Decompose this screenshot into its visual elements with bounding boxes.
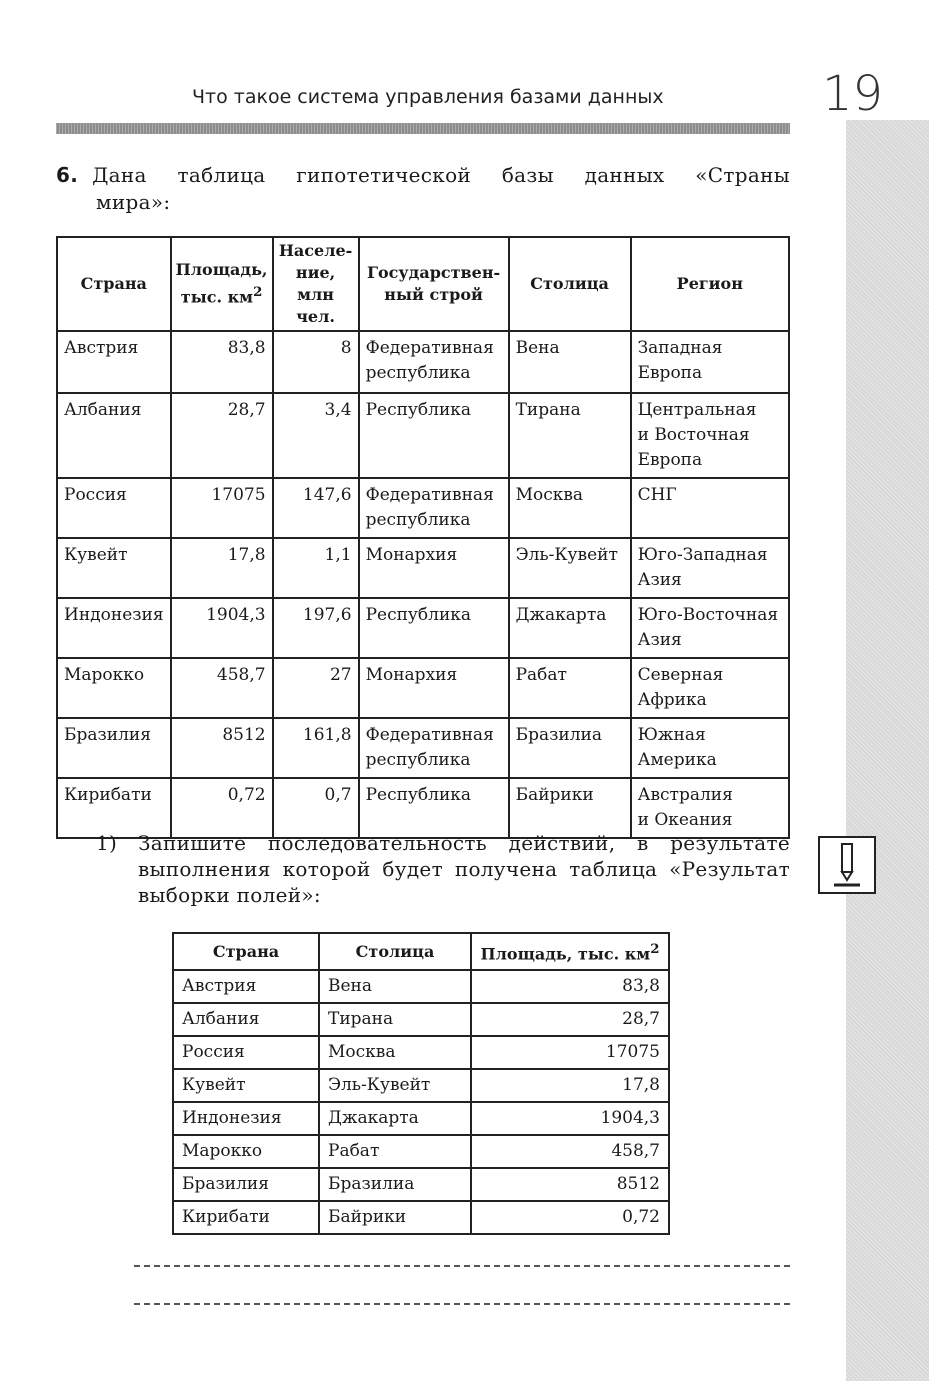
cell-area: 0,72 <box>171 778 273 838</box>
cell-capital: Бразилиа <box>509 718 631 778</box>
result-header-row <box>173 933 669 970</box>
cell-country: Кирибати <box>57 778 171 838</box>
result-cell-area: 1904,3 <box>471 1102 669 1135</box>
result-cell-country: Россия <box>173 1036 319 1069</box>
result-row <box>173 970 669 1003</box>
task-word: данных <box>584 163 665 187</box>
cell-capital: Вена <box>509 331 631 393</box>
cell-capital: Москва <box>509 478 631 538</box>
result-cell-area: 458,7 <box>471 1135 669 1168</box>
cell-region: Южная Америка <box>631 718 789 778</box>
task-word: Дана <box>92 163 147 187</box>
cell-government: Федеративная республика <box>359 331 509 393</box>
table-header-row <box>57 237 789 331</box>
cell-country: Индонезия <box>57 598 171 658</box>
cell-government: Республика <box>359 778 509 838</box>
cell-population: 1,1 <box>273 538 359 598</box>
cell-country: Марокко <box>57 658 171 718</box>
table-row <box>57 658 789 718</box>
result-row <box>173 1201 669 1234</box>
result-cell-capital: Тирана <box>319 1003 471 1036</box>
result-cell-country: Марокко <box>173 1135 319 1168</box>
result-table <box>172 932 670 1235</box>
header-government: Государствен- ный строй <box>359 237 509 331</box>
task-statement <box>56 162 790 216</box>
cell-government: Республика <box>359 598 509 658</box>
cell-area: 1904,3 <box>171 598 273 658</box>
running-header: Что такое система управления базами данных <box>192 86 664 108</box>
result-row <box>173 1036 669 1069</box>
cell-population: 3,4 <box>273 393 359 478</box>
table-row <box>57 331 789 393</box>
cell-population: 197,6 <box>273 598 359 658</box>
header-rule <box>56 123 790 134</box>
result-cell-country: Кирибати <box>173 1201 319 1234</box>
header-region: Регион <box>631 237 789 331</box>
table-row <box>57 718 789 778</box>
result-cell-area: 17075 <box>471 1036 669 1069</box>
result-cell-area: 17,8 <box>471 1069 669 1102</box>
cell-area: 17075 <box>171 478 273 538</box>
cell-region: Северная Африка <box>631 658 789 718</box>
cell-region: Западная Европа <box>631 331 789 393</box>
cell-government: Монархия <box>359 658 509 718</box>
result-row <box>173 1069 669 1102</box>
cell-region: СНГ <box>631 478 789 538</box>
cell-population: 27 <box>273 658 359 718</box>
cell-country: Австрия <box>57 331 171 393</box>
table-row <box>57 393 789 478</box>
result-cell-area: 28,7 <box>471 1003 669 1036</box>
cell-country: Бразилия <box>57 718 171 778</box>
cell-capital: Джакарта <box>509 598 631 658</box>
page-edge-strip <box>846 120 929 1381</box>
task-word: гипотетической <box>296 163 472 187</box>
cell-area: 83,8 <box>171 331 273 393</box>
cell-area: 8512 <box>171 718 273 778</box>
result-cell-country: Индонезия <box>173 1102 319 1135</box>
result-header-country: Страна <box>173 933 319 970</box>
cell-government: Монархия <box>359 538 509 598</box>
cell-government: Федеративная республика <box>359 478 509 538</box>
subtask-1 <box>96 830 790 908</box>
answer-line[interactable] <box>134 1303 790 1305</box>
result-cell-country: Албания <box>173 1003 319 1036</box>
result-cell-capital: Джакарта <box>319 1102 471 1135</box>
result-cell-area: 8512 <box>471 1168 669 1201</box>
task-text-line2: мира»: <box>96 190 171 214</box>
cell-region: Юго-Западная Азия <box>631 538 789 598</box>
cell-country: Россия <box>57 478 171 538</box>
subtask-label: 1) <box>96 831 118 855</box>
table-row <box>57 778 789 838</box>
result-cell-capital: Вена <box>319 970 471 1003</box>
cell-country: Албания <box>57 393 171 478</box>
result-row <box>173 1003 669 1036</box>
cell-area: 28,7 <box>171 393 273 478</box>
result-header-area: Площадь, тыс. $км^2$ <box>471 933 669 970</box>
result-row <box>173 1135 669 1168</box>
header-capital: Столица <box>509 237 631 331</box>
cell-population: 147,6 <box>273 478 359 538</box>
task-word: «Страны <box>695 163 790 187</box>
cell-capital: Байрики <box>509 778 631 838</box>
cell-country: Кувейт <box>57 538 171 598</box>
result-cell-area: 83,8 <box>471 970 669 1003</box>
task-number: 6. <box>56 163 79 187</box>
task-word: базы <box>501 163 554 187</box>
header-population: Населе- ние, млн чел. <box>273 237 359 331</box>
result-cell-capital: Эль-Кувейт <box>319 1069 471 1102</box>
pencil-icon <box>818 836 876 894</box>
cell-area: 458,7 <box>171 658 273 718</box>
result-cell-country: Австрия <box>173 970 319 1003</box>
answer-line[interactable] <box>134 1265 790 1267</box>
page-number: 19 <box>822 66 884 122</box>
subtask-text: Запишите последовательность действий, в результате выполнения которой будет получена таблица «Результат выборки полей»: <box>138 831 790 907</box>
task-word: таблица <box>177 163 266 187</box>
result-header-capital: Столица <box>319 933 471 970</box>
result-cell-area: 0,72 <box>471 1201 669 1234</box>
table-row <box>57 478 789 538</box>
cell-region: Юго-Восточная Азия <box>631 598 789 658</box>
cell-population: 8 <box>273 331 359 393</box>
cell-capital: Рабат <box>509 658 631 718</box>
cell-government: Республика <box>359 393 509 478</box>
table-row <box>57 598 789 658</box>
cell-capital: Эль-Кувейт <box>509 538 631 598</box>
header-area: Площадь, тыс. $км^2$ <box>171 237 273 331</box>
cell-capital: Тирана <box>509 393 631 478</box>
cell-population: 0,7 <box>273 778 359 838</box>
header-country: Страна <box>57 237 171 331</box>
result-cell-capital: Рабат <box>319 1135 471 1168</box>
cell-region: Центральная и Восточная Европа <box>631 393 789 478</box>
result-cell-country: Бразилия <box>173 1168 319 1201</box>
countries-table <box>56 236 790 839</box>
table-row <box>57 538 789 598</box>
result-cell-capital: Байрики <box>319 1201 471 1234</box>
cell-region: Австралия и Океания <box>631 778 789 838</box>
result-cell-country: Кувейт <box>173 1069 319 1102</box>
result-cell-capital: Бразилиа <box>319 1168 471 1201</box>
cell-government: Федеративная республика <box>359 718 509 778</box>
cell-population: 161,8 <box>273 718 359 778</box>
result-cell-capital: Москва <box>319 1036 471 1069</box>
result-row <box>173 1102 669 1135</box>
result-row <box>173 1168 669 1201</box>
cell-area: 17,8 <box>171 538 273 598</box>
